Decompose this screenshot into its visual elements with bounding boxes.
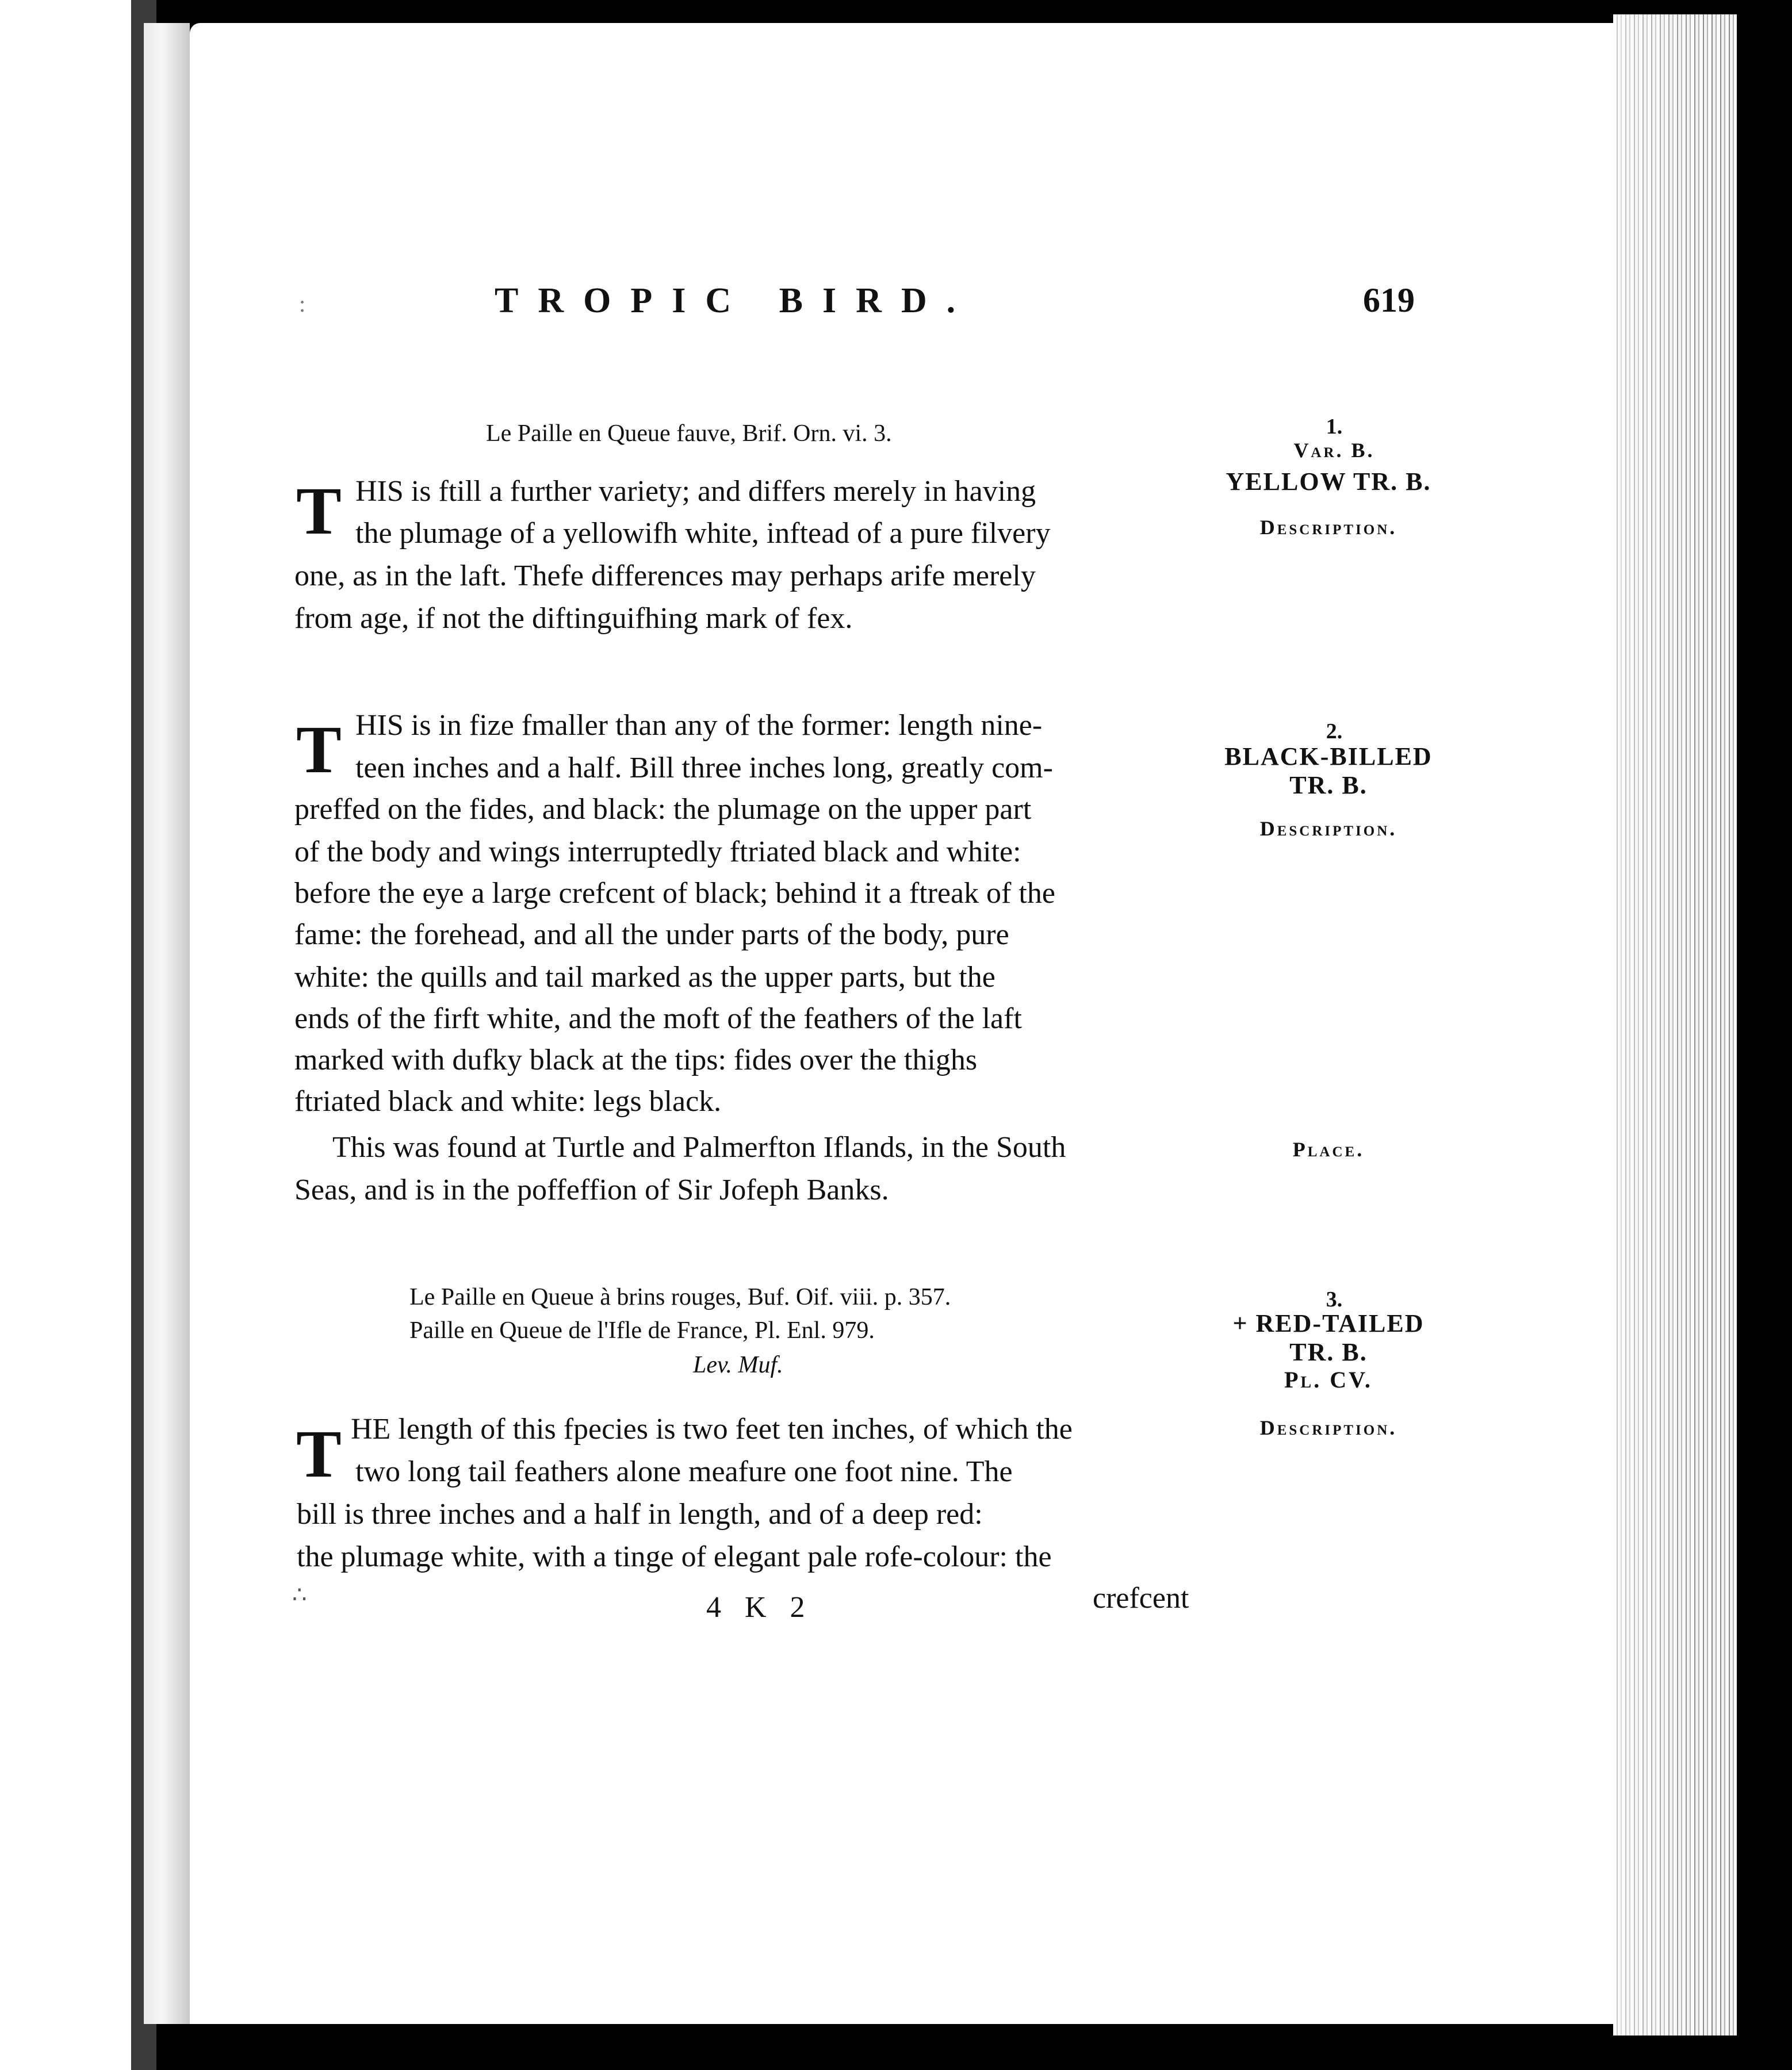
- margin-number: 1.: [1326, 415, 1343, 439]
- page-number: 619: [1363, 281, 1415, 319]
- page-edges-shading: [1613, 14, 1737, 2035]
- synonym-line: Lev. Muf.: [693, 1352, 783, 1378]
- text-line: ends of the firft white, and the moft of the feathers of the laft: [294, 1002, 1022, 1035]
- text-line: bill is three inches and a half in length, and of a deep red:: [297, 1498, 983, 1531]
- text-line: fame: the forehead, and all the under parts of the body, pure: [294, 918, 1009, 951]
- margin-number: 2.: [1326, 719, 1343, 743]
- margin-species-name: + RED-TAILED: [1232, 1309, 1425, 1337]
- text-line: of the body and wings interruptedly ftriated black and white:: [294, 835, 1021, 868]
- text-line: This was found at Turtle and Palmerfton Iflands, in the South: [332, 1131, 1066, 1164]
- margin-species-name: TR. B.: [1289, 771, 1368, 799]
- facing-page: [0, 0, 144, 2070]
- margin-description: Description.: [1259, 817, 1397, 840]
- text-line: Seas, and is in the poffeffion of Sir Jofeph Banks.: [294, 1174, 889, 1206]
- synonym-line: Paille en Queue de l'Ifle de France, Pl. Enl. 979.: [409, 1317, 875, 1344]
- text-line: the plumage of a yellowifh white, inftead of a pure filvery: [355, 517, 1051, 550]
- margin-description: Description.: [1259, 516, 1397, 539]
- text-line: one, as in the laft. Thefe differences may perhaps arife merely: [294, 559, 1036, 592]
- text-line: teen inches and a half. Bill three inches long, greatly com-: [355, 752, 1053, 784]
- drop-cap: T: [296, 1416, 342, 1492]
- stray-mark: ∴: [292, 1582, 307, 1608]
- margin-number: 3.: [1326, 1287, 1343, 1312]
- catchword: crefcent: [1093, 1582, 1189, 1615]
- text-line: two long tail feathers alone meafure one foot nine. The: [355, 1455, 1013, 1488]
- margin-plate: Pl. CV.: [1284, 1367, 1373, 1393]
- margin-place: Place.: [1292, 1138, 1365, 1161]
- synonym-line: Le Paille en Queue fauve, Brif. Orn. vi. 3.: [486, 420, 892, 447]
- signature-mark: 4 K 2: [706, 1591, 813, 1624]
- running-head: TROPIC BIRD.: [495, 281, 975, 320]
- text-line: white: the quills and tail marked as the upper parts, but the: [294, 961, 995, 994]
- drop-cap: T: [296, 473, 342, 549]
- text-line: HIS is in fize fmaller than any of the former: length nine-: [355, 709, 1043, 742]
- text-line: from age, if not the diftinguifhing mark of fex.: [294, 602, 853, 635]
- synonym-line: Le Paille en Queue à brins rouges, Buf. Oif. viii. p. 357.: [409, 1284, 951, 1310]
- stray-mark: :: [299, 291, 306, 317]
- margin-species-name: YELLOW TR. B.: [1226, 467, 1431, 496]
- drop-cap: T: [296, 712, 342, 787]
- text-line: preffed on the fides, and black: the plumage on the upper part: [294, 793, 1032, 826]
- margin-description: Description.: [1259, 1416, 1397, 1439]
- text-line: HIS is ftill a further variety; and differs merely in having: [355, 475, 1036, 508]
- text-line: HE length of this fpecies is two feet ten inches, of which the: [351, 1413, 1073, 1446]
- text-line: ftriated black and white: legs black.: [294, 1085, 722, 1118]
- page-curl-edge: [144, 23, 190, 2024]
- text-line: marked with dufky black at the tips: fides over the thighs: [294, 1044, 978, 1076]
- margin-species-name: TR. B.: [1289, 1338, 1368, 1366]
- text-line: before the eye a large crefcent of black; behind it a ftreak of the: [294, 877, 1055, 910]
- margin-variety: Var. B.: [1293, 439, 1375, 462]
- margin-species-name: BLACK-BILLED: [1224, 742, 1433, 770]
- text-line: the plumage white, with a tinge of elegant pale rofe-colour: the: [297, 1540, 1052, 1573]
